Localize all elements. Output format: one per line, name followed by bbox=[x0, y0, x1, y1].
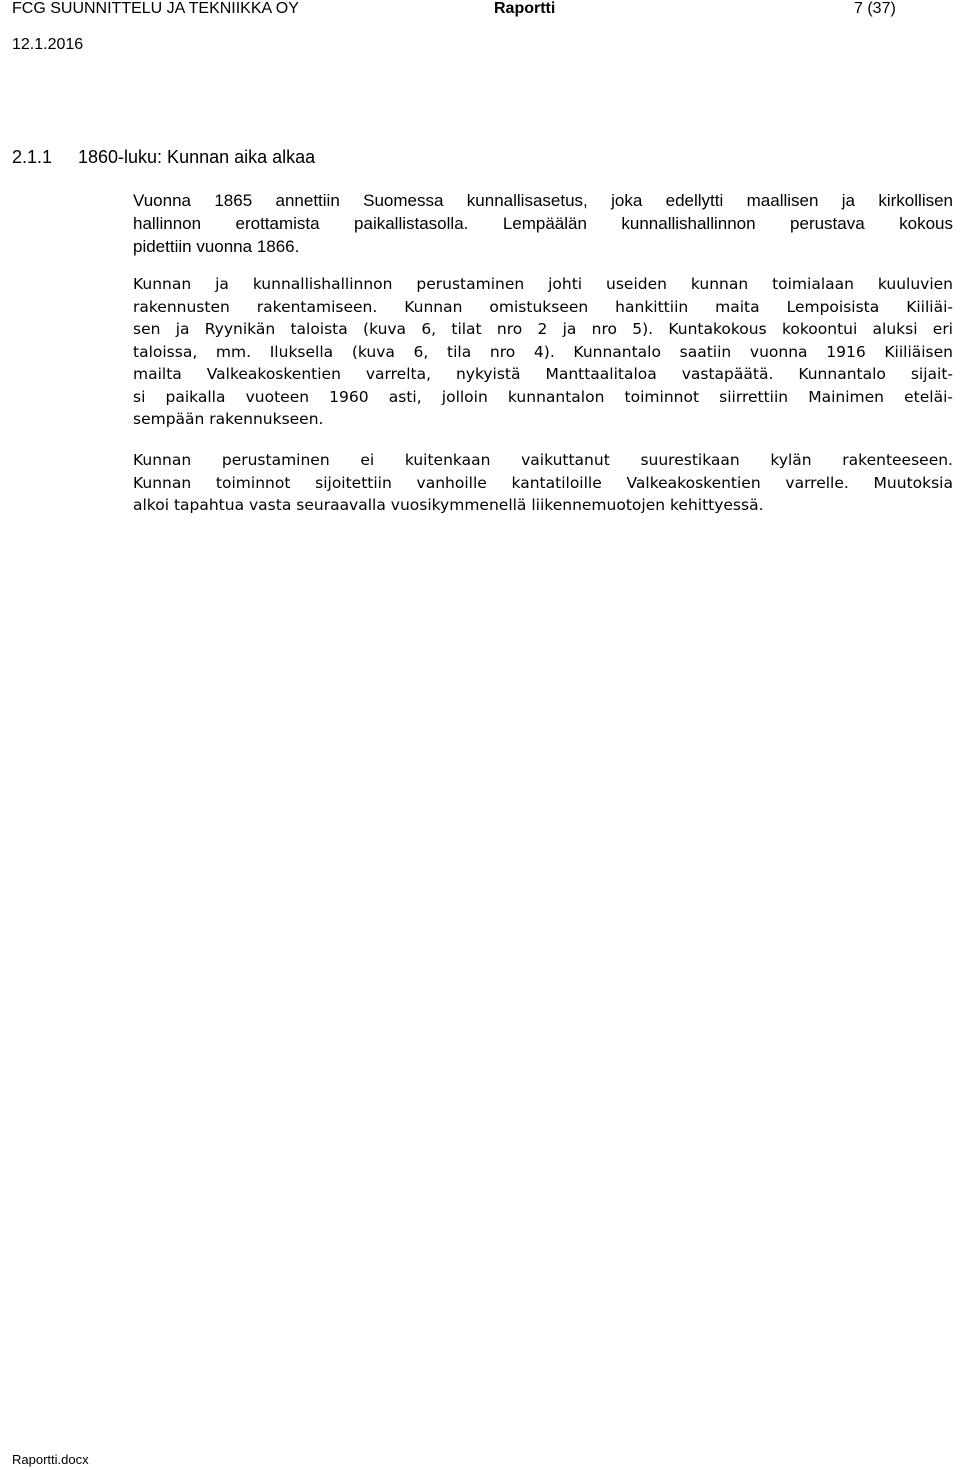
paragraph-line: Kunnan perustaminen ei kuitenkaan vaikuttanut suurestikaan kylän rakenteeseen. bbox=[133, 451, 953, 469]
paragraph-line: si paikalla vuoteen 1960 asti, jolloin kunnantalon toiminnot siirrettiin Mainimen eteläi- bbox=[133, 387, 953, 406]
paragraph-line: alkoi tapahtua vasta seuraavalla vuosikymmenellä liikennemuotojen kehittyessä. bbox=[133, 496, 764, 514]
paragraph-line: pidettiin vuonna 1866. bbox=[133, 237, 300, 256]
paragraph-line: Kunnan toiminnot sijoitettiin vanhoille kantatiloille Valkeakoskentien varrelle. Muutoksia bbox=[133, 473, 953, 492]
paragraph-line: sempään rakennukseen. bbox=[133, 410, 324, 428]
section-title: 1860-luku: Kunnan aika alkaa bbox=[78, 147, 316, 167]
header-page-number: 7 (37) bbox=[854, 0, 896, 17]
paragraph-municipal-buildings bbox=[133, 273, 953, 431]
paragraph-line: mailta Valkeakoskentien varrelta, nykyistä Manttaalitaloa vastapäätä. Kunnantalo sijait- bbox=[133, 365, 953, 383]
paragraph-intro bbox=[133, 189, 953, 258]
section-heading bbox=[12, 146, 315, 168]
paragraph-line: Vuonna 1865 annettiin Suomessa kunnallisasetus, joka edellytti maallisen ja kirkollisen bbox=[133, 191, 953, 210]
header-document-type: Raportti bbox=[494, 0, 556, 17]
section-number: 2.1.1 bbox=[12, 147, 53, 167]
paragraph-line: Kunnan ja kunnallishallinnon perustaminen johti useiden kunnan toimialaan kuuluvien bbox=[133, 275, 953, 293]
header-company: FCG SUUNNITTELU JA TEKNIIKKA OY bbox=[12, 0, 299, 17]
paragraph-line: hallinnon erottamista paikallistasolla. Lempäälän kunnallishallinnon perustava kokous bbox=[133, 214, 953, 233]
paragraph-line: sen ja Ryynikän taloista (kuva 6, tilat nro 2 ja nro 5). Kuntakokous kokoontui aluksi eri bbox=[133, 320, 953, 338]
header-date: 12.1.2016 bbox=[12, 36, 84, 53]
footer-filename: Raportti.docx bbox=[12, 1452, 89, 1467]
paragraph-line: taloissa, mm. Iluksella (kuva 6, tila nro 4). Kunnantalo saatiin vuonna 1916 Kiiliäisen bbox=[133, 342, 953, 361]
paragraph-village-structure bbox=[133, 449, 953, 517]
paragraph-line: rakennusten rakentamiseen. Kunnan omistukseen hankittiin maita Lempoisista Kiiliäi- bbox=[133, 297, 953, 316]
